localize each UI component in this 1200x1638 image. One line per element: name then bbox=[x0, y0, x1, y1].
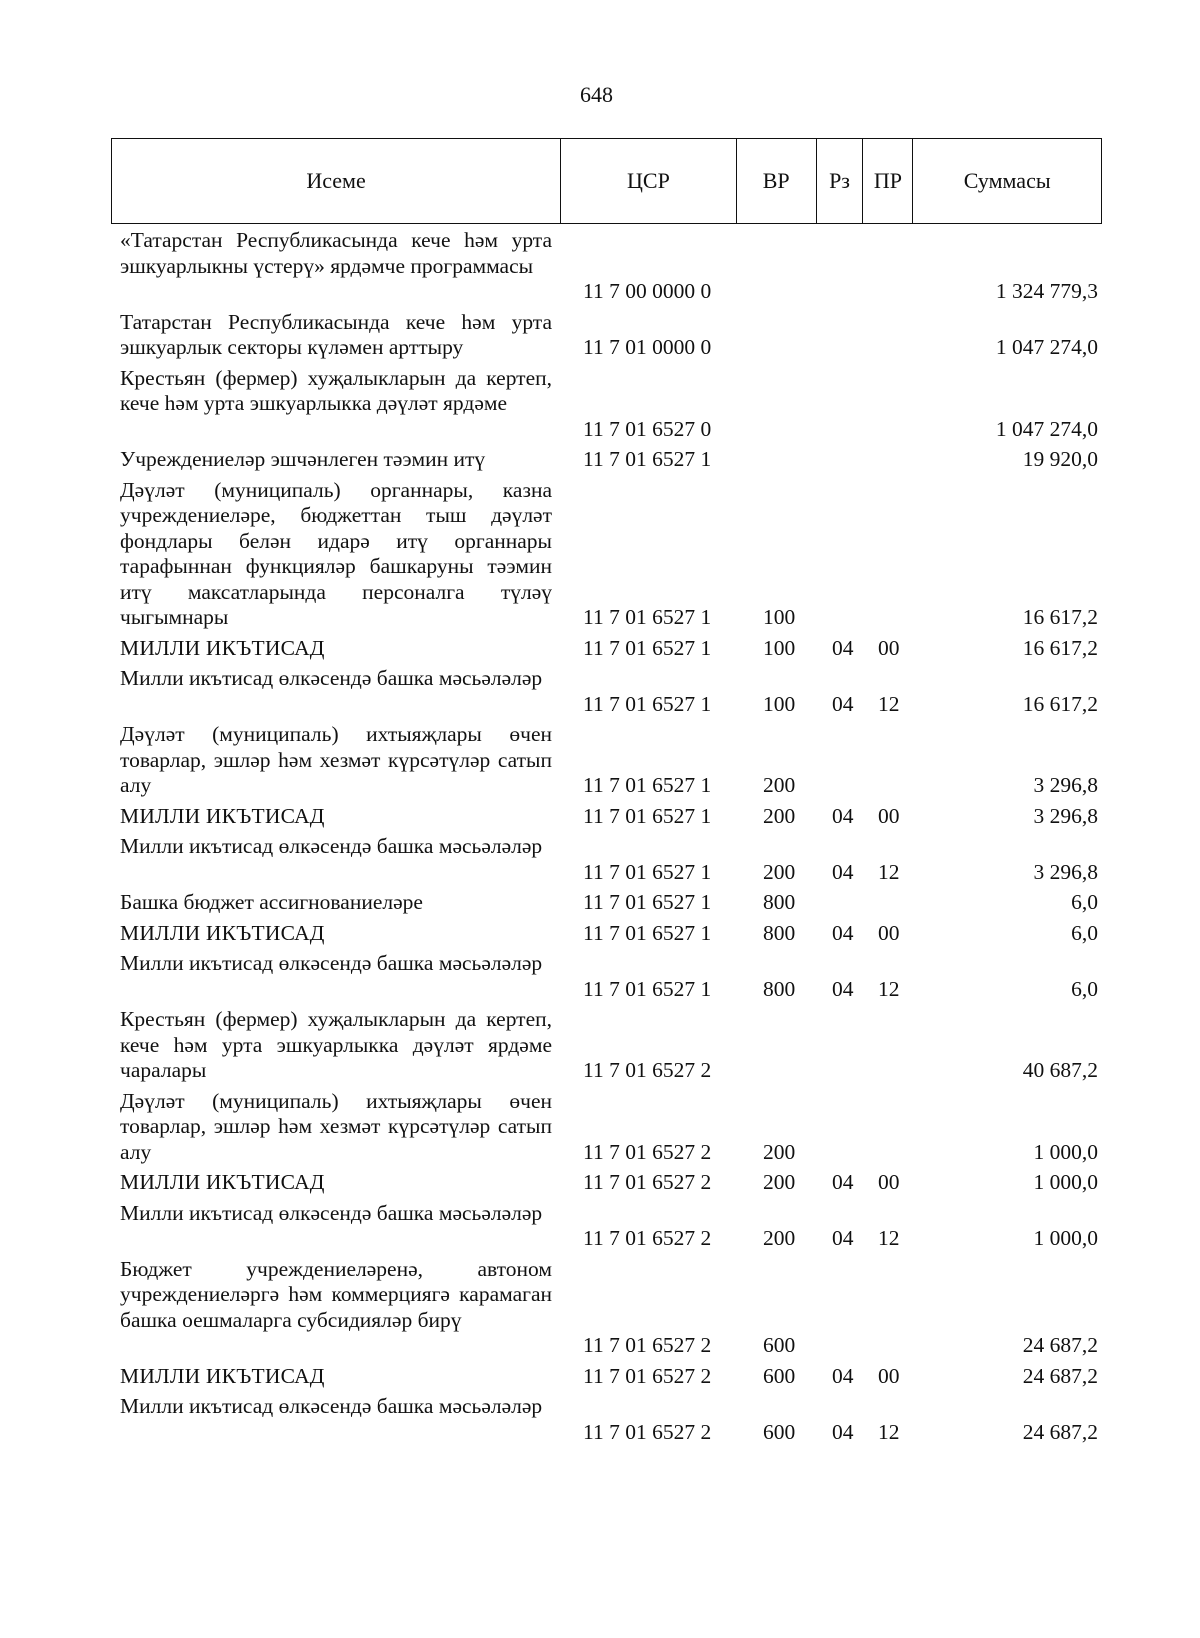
cell-name: Башка бюджет ассигнованиеләре bbox=[120, 890, 423, 914]
cell-sum: 1 047 274,0 bbox=[995, 335, 1098, 359]
table-row bbox=[0, 666, 1200, 717]
cell-name: Милли икътисад өлкәсендә башка мәсьәләләр bbox=[120, 834, 543, 858]
cell-vr: 100 bbox=[763, 691, 796, 716]
header-rz: Рз bbox=[817, 139, 864, 223]
cell-name: Дәүләт (муниципаль) ихтыяҗлары өчен товарлар, эшләр һәм хезмәт күрсәтүләр сатып алу bbox=[120, 722, 552, 797]
cell-vr: 800 bbox=[763, 976, 796, 1001]
cell-sum: 6,0 bbox=[1071, 976, 1098, 1001]
cell-rz: 04 bbox=[832, 803, 854, 828]
table-row bbox=[0, 804, 1200, 830]
cell-sum: 24 687,2 bbox=[1022, 1333, 1098, 1357]
cell-name: Милли икътисад өлкәсендә башка мәсьәләләр bbox=[120, 1394, 543, 1418]
cell-rz: 04 bbox=[832, 1170, 854, 1194]
cell-rz: 04 bbox=[832, 635, 854, 660]
table-row bbox=[0, 1364, 1200, 1390]
cell-name: Крестьян (фермер) хуҗалыкларын да кертеп, кече һәм урта эшкуарлыкка дәүләт ярдәме bbox=[120, 365, 552, 415]
cell-vr: 200 bbox=[763, 773, 796, 797]
cell-rz: 04 bbox=[832, 691, 854, 716]
cell-sum: 1 000,0 bbox=[1033, 1139, 1098, 1164]
cell-pr: 12 bbox=[878, 976, 900, 1001]
cell-name: Дәүләт (муниципаль) органнары, казна учреждениеләре, бюджеттан тыш дәүләт фондлары белән идарә итү органнары тарафыннан функцияләр башкаруны тәэмин итү максатларында персоналга түләү чыгымнары bbox=[120, 477, 552, 629]
cell-vr: 600 bbox=[763, 1333, 796, 1357]
table-row bbox=[0, 366, 1200, 443]
cell-csr: 11 7 01 6527 1 bbox=[583, 605, 712, 629]
cell-sum: 24 687,2 bbox=[1022, 1419, 1098, 1444]
header-pr: ПР bbox=[863, 139, 913, 223]
cell-sum: 16 617,2 bbox=[1022, 691, 1098, 716]
cell-sum: 6,0 bbox=[1071, 890, 1098, 914]
cell-name: Крестьян (фермер) хуҗалыкларын да кертеп, кече һәм урта эшкуарлыкка дәүләт ярдәме чаралары bbox=[120, 1007, 552, 1082]
cell-rz: 04 bbox=[832, 1363, 854, 1388]
header-name: Исеме bbox=[112, 139, 561, 223]
cell-vr: 200 bbox=[763, 1139, 796, 1164]
cell-name: МИЛЛИ ИКЪТИСАД bbox=[120, 1170, 325, 1194]
table-row bbox=[0, 636, 1200, 662]
cell-csr: 11 7 01 6527 1 bbox=[583, 976, 712, 1001]
cell-rz: 04 bbox=[832, 1419, 854, 1444]
cell-name: «Татарстан Республикасында кече һәм урта эшкуарлыкны үстерү» ярдәмче программасы bbox=[120, 228, 552, 278]
cell-vr: 800 bbox=[763, 920, 796, 945]
cell-vr: 200 bbox=[763, 1226, 796, 1250]
page-number: 648 bbox=[580, 82, 613, 107]
cell-csr: 11 7 01 6527 0 bbox=[583, 416, 712, 441]
cell-rz: 04 bbox=[832, 920, 854, 945]
cell-pr: 00 bbox=[878, 635, 900, 660]
cell-csr: 11 7 01 6527 1 bbox=[583, 859, 712, 884]
cell-name: МИЛЛИ ИКЪТИСАД bbox=[120, 803, 325, 828]
cell-csr: 11 7 01 6527 2 bbox=[583, 1170, 712, 1194]
cell-name: МИЛЛИ ИКЪТИСАД bbox=[120, 635, 325, 660]
cell-sum: 3 296,8 bbox=[1033, 803, 1098, 828]
cell-sum: 19 920,0 bbox=[1022, 447, 1098, 471]
cell-csr: 11 7 01 6527 1 bbox=[583, 890, 712, 914]
cell-vr: 200 bbox=[763, 859, 796, 884]
table-row bbox=[0, 834, 1200, 885]
table-body bbox=[0, 228, 1200, 1450]
cell-pr: 12 bbox=[878, 1226, 900, 1250]
cell-rz: 04 bbox=[832, 859, 854, 884]
cell-pr: 12 bbox=[878, 1419, 900, 1444]
cell-name: Милли икътисад өлкәсендә башка мәсьәләләр bbox=[120, 666, 543, 690]
cell-pr: 00 bbox=[878, 803, 900, 828]
cell-csr: 11 7 01 6527 2 bbox=[583, 1333, 712, 1357]
cell-sum: 6,0 bbox=[1071, 920, 1098, 945]
cell-name: МИЛЛИ ИКЪТИСАД bbox=[120, 1363, 325, 1388]
header-csr: ЦСР bbox=[561, 139, 737, 223]
table-row bbox=[0, 1089, 1200, 1166]
cell-sum: 16 617,2 bbox=[1022, 605, 1098, 629]
cell-name: Татарстан Республикасында кече һәм урта эшкуарлык секторы күләмен арттыру bbox=[120, 309, 552, 359]
cell-name: Милли икътисад өлкәсендә башка мәсьәләләр bbox=[120, 1200, 543, 1225]
cell-csr: 11 7 01 0000 0 bbox=[583, 335, 712, 359]
cell-vr: 600 bbox=[763, 1363, 796, 1388]
cell-vr: 600 bbox=[763, 1419, 796, 1444]
cell-sum: 1 000,0 bbox=[1033, 1170, 1098, 1194]
cell-name: Учреждениеләр эшчәнлеген тәэмин итү bbox=[120, 447, 486, 471]
table-row bbox=[0, 890, 1200, 916]
cell-sum: 1 324 779,3 bbox=[995, 279, 1098, 303]
table-row bbox=[0, 1170, 1200, 1196]
cell-csr: 11 7 01 6527 2 bbox=[583, 1226, 712, 1250]
cell-name: Милли икътисад өлкәсендә башка мәсьәләләр bbox=[120, 951, 543, 975]
table-header bbox=[111, 138, 1102, 224]
cell-csr: 11 7 01 6527 1 bbox=[583, 447, 712, 471]
header-vr: ВР bbox=[737, 139, 817, 223]
cell-csr: 11 7 00 0000 0 bbox=[583, 279, 712, 303]
cell-pr: 00 bbox=[878, 920, 900, 945]
table-row bbox=[0, 447, 1200, 473]
cell-csr: 11 7 01 6527 2 bbox=[583, 1139, 712, 1164]
cell-csr: 11 7 01 6527 2 bbox=[583, 1363, 712, 1388]
cell-rz: 04 bbox=[832, 976, 854, 1001]
cell-vr: 100 bbox=[763, 635, 796, 660]
cell-sum: 3 296,8 bbox=[1033, 859, 1098, 884]
cell-pr: 12 bbox=[878, 859, 900, 884]
cell-name: Дәүләт (муниципаль) ихтыяҗлары өчен товарлар, эшләр һәм хезмәт күрсәтүләр сатып алу bbox=[120, 1088, 552, 1164]
table-row bbox=[0, 1257, 1200, 1359]
table-row bbox=[0, 1394, 1200, 1445]
table-row bbox=[0, 478, 1200, 631]
cell-pr: 00 bbox=[878, 1170, 900, 1194]
cell-csr: 11 7 01 6527 1 bbox=[583, 691, 712, 716]
cell-sum: 3 296,8 bbox=[1033, 773, 1098, 797]
cell-rz: 04 bbox=[832, 1226, 854, 1250]
cell-name: МИЛЛИ ИКЪТИСАД bbox=[120, 920, 325, 945]
cell-name: Бюджет учреждениеләренә, автоном учреждениеләргә һәм коммерциягә карамаган башка оешмаларга субсидияләр бирү bbox=[120, 1256, 552, 1332]
cell-csr: 11 7 01 6527 1 bbox=[583, 920, 712, 945]
header-sum: Суммасы bbox=[963, 168, 1051, 193]
cell-sum: 1 047 274,0 bbox=[995, 416, 1098, 441]
cell-csr: 11 7 01 6527 2 bbox=[583, 1419, 712, 1444]
table-row bbox=[0, 1007, 1200, 1084]
cell-sum: 40 687,2 bbox=[1022, 1058, 1098, 1082]
cell-csr: 11 7 01 6527 2 bbox=[583, 1058, 712, 1082]
table-row bbox=[0, 951, 1200, 1002]
cell-pr: 00 bbox=[878, 1363, 900, 1388]
cell-csr: 11 7 01 6527 1 bbox=[583, 803, 712, 828]
cell-vr: 200 bbox=[763, 803, 796, 828]
cell-vr: 800 bbox=[763, 890, 796, 914]
cell-sum: 1 000,0 bbox=[1033, 1226, 1098, 1250]
cell-csr: 11 7 01 6527 1 bbox=[583, 635, 712, 660]
cell-sum: 16 617,2 bbox=[1022, 635, 1098, 660]
cell-pr: 12 bbox=[878, 691, 900, 716]
table-row bbox=[0, 1201, 1200, 1252]
table-row bbox=[0, 722, 1200, 799]
table-row bbox=[0, 310, 1200, 361]
cell-sum: 24 687,2 bbox=[1022, 1363, 1098, 1388]
cell-csr: 11 7 01 6527 1 bbox=[583, 773, 712, 797]
table-row bbox=[0, 921, 1200, 947]
cell-vr: 100 bbox=[763, 605, 796, 629]
cell-vr: 200 bbox=[763, 1170, 796, 1194]
table-row bbox=[0, 228, 1200, 305]
